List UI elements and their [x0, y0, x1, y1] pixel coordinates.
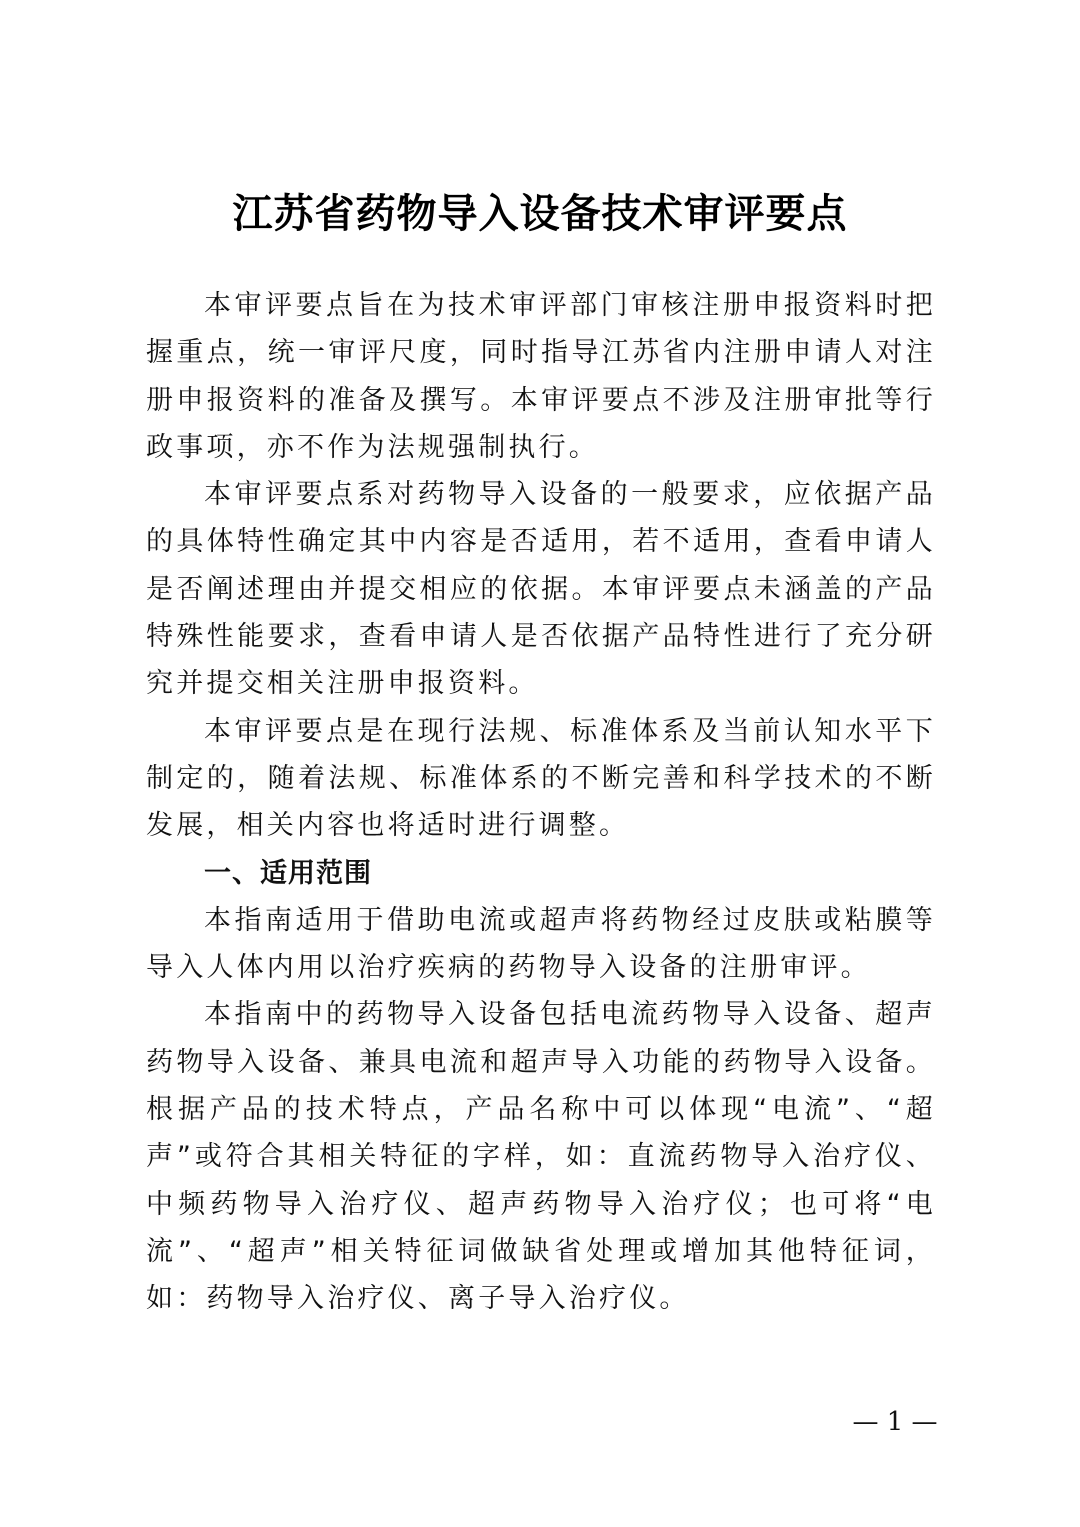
scope-paragraph-2: 本指南中的药物导入设备包括电流药物导入设备、超声药物导入设备、兼具电流和超声导入功能的药物导入设备。根据产品的技术特点，产品名称中可以体现“电流”、“超声”或符合其相关特征的字样，如：直流药物导入治疗仪、中频药物导入治疗仪、超声药物导入治疗仪；也可将“电流”、“超声”相关特征词做缺省处理或增加其他特征词，如：药物导入治疗仪、离子导入治疗仪。 [146, 999, 936, 1315]
section-heading-scope: 一、适用范围 [204, 857, 372, 889]
intro-paragraph-1: 本审评要点旨在为技术审评部门审核注册申报资料时把握重点，统一审评尺度，同时指导江苏省内注册申请人对注册申报资料的准备及撰写。本审评要点不涉及注册审批等行政事项，亦不作为法规强制执行。 [146, 290, 936, 463]
document-title: 江苏省药物导入设备技术审评要点 [232, 190, 848, 237]
intro-paragraph-2: 本审评要点系对药物导入设备的一般要求，应依据产品的具体特性确定其中内容是否适用，若不适用，查看申请人是否阐述理由并提交相应的依据。本审评要点未涵盖的产品特殊性能要求，查看申请人是否依据产品特性进行了充分研究并提交相关注册申报资料。 [146, 479, 936, 700]
page-number: — 1 — [852, 1407, 938, 1437]
scope-paragraph-1: 本指南适用于借助电流或超声将药物经过皮肤或粘膜等导入人体内用以治疗疾病的药物导入设备的注册审评。 [146, 904, 936, 984]
intro-paragraph-3: 本审评要点是在现行法规、标准体系及当前认知水平下制定的，随着法规、标准体系的不断完善和科学技术的不断发展，相关内容也将适时进行调整。 [146, 715, 936, 842]
document-body [146, 282, 936, 1323]
